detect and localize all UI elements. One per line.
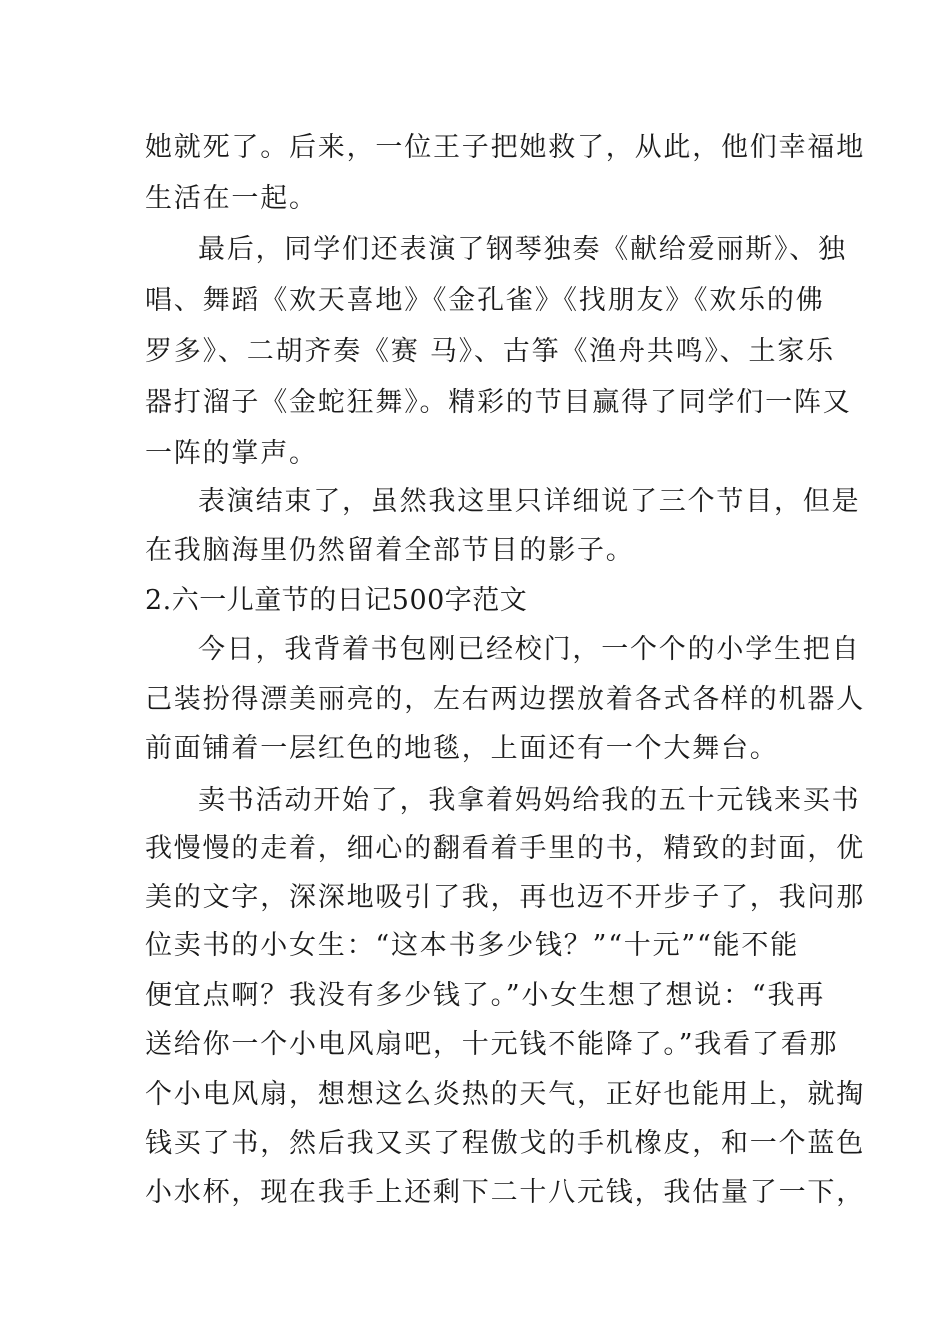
text-line: 前面铺着一层红色的地毯，上面还有一个大舞台。	[145, 733, 779, 764]
text-line: 便宜点啊？我没有多少钱了。”小女生想了想说：“我再	[145, 980, 826, 1011]
text-line: 送给你一个小电风扇吧，十元钱不能降了。”我看了看那	[145, 1029, 839, 1060]
text-line: 生活在一起。	[145, 183, 318, 214]
paragraph-start-line: 今日，我背着书包刚已经校门，一个个的小学生把自	[198, 634, 861, 665]
text-line: 罗多》、二胡齐奏《赛 马》、古筝《渔舟共鸣》、土家乐	[145, 336, 835, 367]
text-line: 己装扮得漂美丽亮的，左右两边摆放着各式各样的机器人	[145, 684, 865, 715]
text-line: 我慢慢的走着，细心的翻看着手里的书，精致的封面，优	[145, 833, 865, 864]
text-line: 小水杯，现在我手上还剩下二十八元钱，我估量了一下，	[145, 1177, 865, 1208]
text-line: 器打溜子《金蛇狂舞》。精彩的节目赢得了同学们一阵又	[145, 387, 852, 418]
text-line: 个小电风扇，想想这么炎热的天气，正好也能用上，就掏	[145, 1079, 865, 1110]
text-line: 钱买了书，然后我又买了程傲戈的手机橡皮，和一个蓝色	[145, 1128, 865, 1159]
paragraph-start-line: 表演结束了，虽然我这里只详细说了三个节目，但是	[198, 486, 861, 517]
text-line: 一阵的掌声。	[145, 438, 318, 469]
text-line: 在我脑海里仍然留着全部节目的影子。	[145, 535, 635, 566]
section-heading: 2.六一儿童节的日记500字范文	[145, 585, 528, 616]
paragraph-start-line: 最后，同学们还表演了钢琴独奏《献给爱丽斯》、独	[198, 234, 847, 265]
text-line: 唱、舞蹈《欢天喜地》《金孔雀》《找朋友》《欢乐的佛	[145, 285, 825, 316]
text-line: 位卖书的小女生：“这本书多少钱？”“十元”“能不能	[145, 930, 800, 961]
paragraph-start-line: 卖书活动开始了，我拿着妈妈给我的五十元钱来买书	[198, 785, 861, 816]
text-line: 她就死了。后来，一位王子把她救了，从此，他们幸福地	[145, 132, 865, 163]
text-line: 美的文字，深深地吸引了我，再也迈不开步子了，我问那	[145, 882, 865, 913]
